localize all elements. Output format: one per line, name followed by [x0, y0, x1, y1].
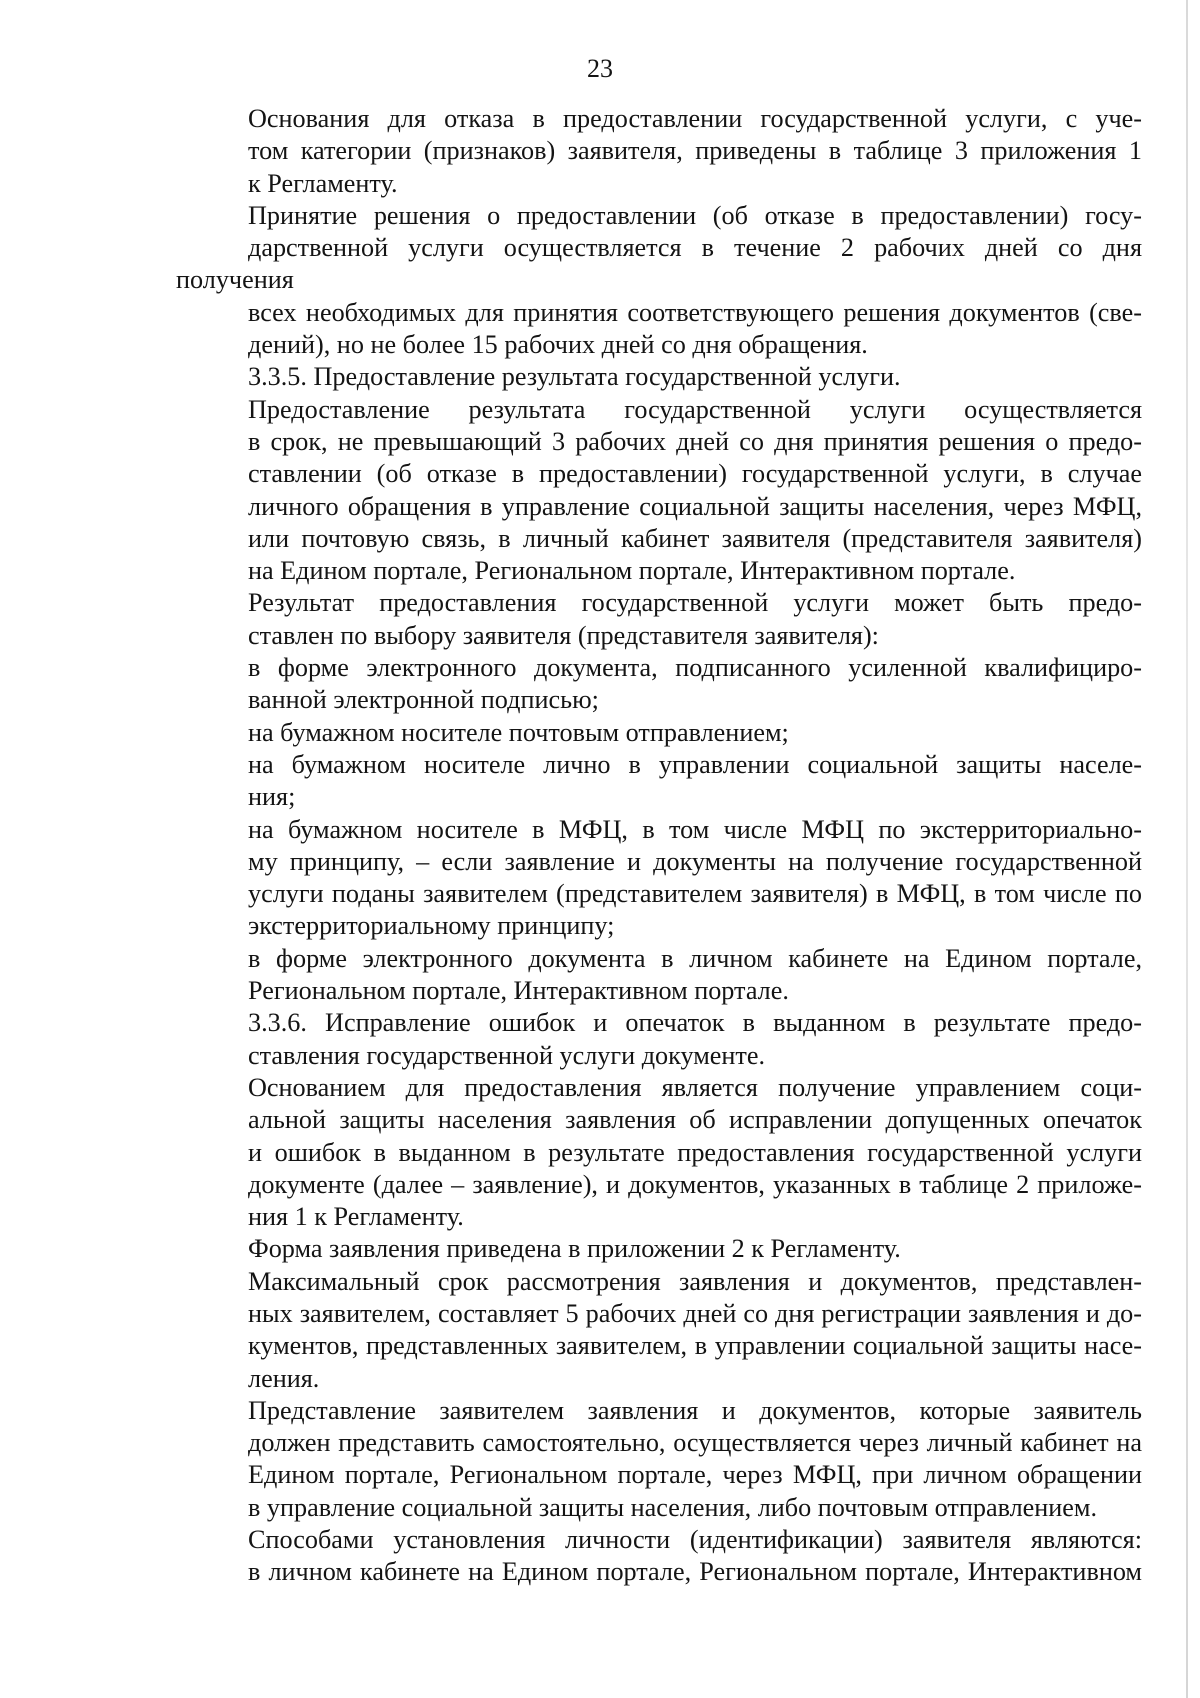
- text-line: Предоставление результата государственной услуги осуществляется: [248, 394, 1142, 424]
- document-body: [176, 103, 1142, 1589]
- text-line: ных заявителем, составляет 5 рабочих дней со дня регистрации заявления и до-: [248, 1298, 1142, 1328]
- paragraph: [176, 1524, 1142, 1589]
- paragraph: [176, 749, 1142, 814]
- text-line: 3.3.5. Предоставление результата государственной услуги.: [248, 362, 901, 392]
- text-line: к Регламенту.: [248, 168, 398, 198]
- text-line: на бумажном носителе почтовым отправлением;: [248, 717, 789, 747]
- text-line: том категории (признаков) заявителя, приведены в таблице 3 приложения 1: [248, 136, 1142, 166]
- paragraph: [176, 1266, 1142, 1395]
- text-line: Способами установления личности (идентификации) заявителя являются:: [248, 1525, 1142, 1555]
- text-line: или почтовую связь, в личный кабинет заявителя (представителя заявителя): [248, 523, 1142, 553]
- page-number: 23: [587, 54, 613, 83]
- text-line: Основанием для предоставления является получение управлением соци-: [248, 1072, 1142, 1102]
- paragraph: [176, 814, 1142, 943]
- text-line: ния 1 к Регламенту.: [248, 1202, 464, 1232]
- scan-edge-line: [1186, 0, 1188, 1698]
- text-line: ния;: [248, 782, 296, 812]
- text-line: Региональном портале, Интерактивном портале.: [248, 976, 789, 1006]
- text-line: в личном кабинете на Едином портале, Региональном портале, Интерактивном: [248, 1557, 1142, 1587]
- paragraph: [176, 652, 1142, 717]
- text-line: в управление социальной защиты населения, либо почтовым отправлением.: [248, 1492, 1098, 1522]
- text-line: всех необходимых для принятия соответствующего решения документов (све-: [248, 297, 1142, 327]
- text-line: услуги поданы заявителем (представителем заявителя) в МФЦ, в том числе по: [248, 879, 1142, 909]
- paragraph: [176, 361, 1142, 393]
- paragraph: [176, 1233, 1142, 1265]
- text-line: ванной электронной подписью;: [248, 685, 599, 715]
- text-line: Результат предоставления государственной услуги может быть предо-: [248, 588, 1142, 618]
- paragraph: [176, 587, 1142, 652]
- paragraph: [176, 103, 1142, 200]
- text-line: Форма заявления приведена в приложении 2 к Регламенту.: [248, 1234, 901, 1264]
- paragraph: [176, 1007, 1142, 1072]
- text-line: и ошибок в выданном в результате предоставления государственной услуги: [248, 1137, 1142, 1167]
- text-line: альной защиты населения заявления об исправлении допущенных опечаток: [248, 1105, 1142, 1135]
- text-line: Максимальный срок рассмотрения заявления и документов, представлен-: [248, 1266, 1142, 1296]
- text-line: в форме электронного документа, подписанного усиленной квалифициро-: [248, 653, 1142, 683]
- text-line: в форме электронного документа в личном кабинете на Едином портале,: [248, 943, 1142, 973]
- text-line: личного обращения в управление социальной защиты населения, через МФЦ,: [248, 491, 1142, 521]
- text-line: Представление заявителем заявления и документов, которые заявитель: [248, 1395, 1142, 1425]
- text-line: в срок, не превышающий 3 рабочих дней со дня принятия решения о предо-: [248, 426, 1142, 456]
- text-line: ставления государственной услуги документе.: [248, 1040, 766, 1070]
- text-line: Принятие решения о предоставлении (об отказе в предоставлении) госу-: [248, 200, 1142, 230]
- text-line: дарственной услуги осуществляется в течение 2 рабочих дней со дня получения: [176, 233, 1142, 295]
- paragraph: [176, 200, 1142, 361]
- paragraph: [176, 394, 1142, 588]
- text-line: ставлении (об отказе в предоставлении) государственной услуги, в случае: [248, 459, 1142, 489]
- text-line: ления.: [248, 1363, 320, 1393]
- text-line: Едином портале, Региональном портале, через МФЦ, при личном обращении: [248, 1460, 1142, 1490]
- text-line: дений), но не более 15 рабочих дней со дня обращения.: [248, 330, 868, 360]
- text-line: Основания для отказа в предоставлении государственной услуги, с уче-: [248, 104, 1142, 133]
- text-line: на бумажном носителе лично в управлении социальной защиты населе-: [248, 749, 1142, 779]
- paragraph: [176, 717, 1142, 749]
- text-line: кументов, представленных заявителем, в управлении социальной защиты насе-: [248, 1331, 1142, 1361]
- text-line: должен представить самостоятельно, осуществляется через личный кабинет на: [248, 1428, 1142, 1458]
- text-line: документе (далее – заявление), и документов, указанных в таблице 2 приложе-: [248, 1169, 1142, 1199]
- text-line: на бумажном носителе в МФЦ, в том числе МФЦ по экстерриториально-: [248, 814, 1142, 844]
- paragraph: [176, 1395, 1142, 1524]
- paragraph: [176, 943, 1142, 1008]
- text-line: му принципу, – если заявление и документы на получение государственной: [248, 846, 1142, 876]
- text-line: на Едином портале, Региональном портале, Интерактивном портале.: [248, 556, 1016, 586]
- text-line: экстерриториальному принципу;: [248, 911, 615, 941]
- text-line: ставлен по выбору заявителя (представителя заявителя):: [248, 620, 879, 650]
- text-line: 3.3.6. Исправление ошибок и опечаток в выданном в результате предо-: [248, 1008, 1142, 1038]
- paragraph: [176, 1072, 1142, 1233]
